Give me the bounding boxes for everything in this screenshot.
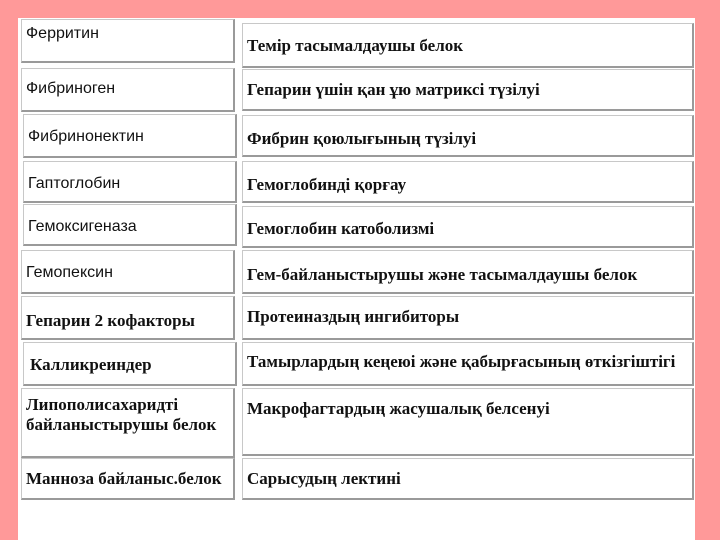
function-cell xyxy=(242,115,694,157)
protein-cell xyxy=(21,19,235,63)
function-cell xyxy=(242,388,694,456)
protein-name: Фибринонектин xyxy=(28,128,144,145)
protein-name: Калликреиндер xyxy=(30,355,152,374)
function-cell xyxy=(242,23,694,68)
slide xyxy=(18,18,695,540)
protein-name: Гемоксигеназа xyxy=(28,218,137,235)
protein-cell xyxy=(21,388,235,458)
function-cell xyxy=(242,342,694,386)
protein-name: Ферритин xyxy=(26,25,99,42)
function-cell xyxy=(242,206,694,248)
protein-name: Гемопексин xyxy=(26,264,113,281)
protein-cell xyxy=(21,296,235,340)
protein-function: Темір тасымалдаушы белок xyxy=(247,36,464,55)
protein-function: Фибрин қоюлығының түзілуі xyxy=(247,129,477,148)
protein-function: Сарысудың лектині xyxy=(247,469,401,488)
function-cell xyxy=(242,250,694,294)
function-cell xyxy=(242,296,694,340)
protein-cell xyxy=(21,458,235,500)
protein-function: Гепарин үшін қан ұю матриксі түзілуі xyxy=(247,80,540,99)
protein-function: Гемоглобинді қорғау xyxy=(247,175,407,194)
protein-cell xyxy=(21,250,235,294)
protein-cell xyxy=(21,68,235,112)
protein-function: Протеиназдың ингибиторы xyxy=(247,307,460,326)
protein-function: Гем-байланыстырушы және тасымалдаушы белок xyxy=(247,265,638,284)
protein-name: Гаптоглобин xyxy=(28,175,121,192)
protein-name: Манноза байланыс.белок xyxy=(26,469,222,488)
function-cell xyxy=(242,69,694,111)
protein-cell xyxy=(23,114,237,158)
protein-function: Макрофагтардың жасушалық белсенуі xyxy=(247,399,550,418)
protein-function: Тамырлардың кеңеюі және қабырғасының өткізгіштігі xyxy=(247,352,676,371)
function-cell xyxy=(242,458,694,500)
protein-cell xyxy=(23,342,237,386)
protein-name: Гепарин 2 кофакторы xyxy=(26,311,195,330)
protein-function: Гемоглобин катоболизмі xyxy=(247,219,435,238)
protein-name: Липополисахаридті байланыстырушы белок xyxy=(26,395,217,435)
protein-name: Фибриноген xyxy=(26,80,116,97)
protein-cell xyxy=(23,161,237,203)
function-cell xyxy=(242,161,694,203)
protein-cell xyxy=(23,204,237,246)
